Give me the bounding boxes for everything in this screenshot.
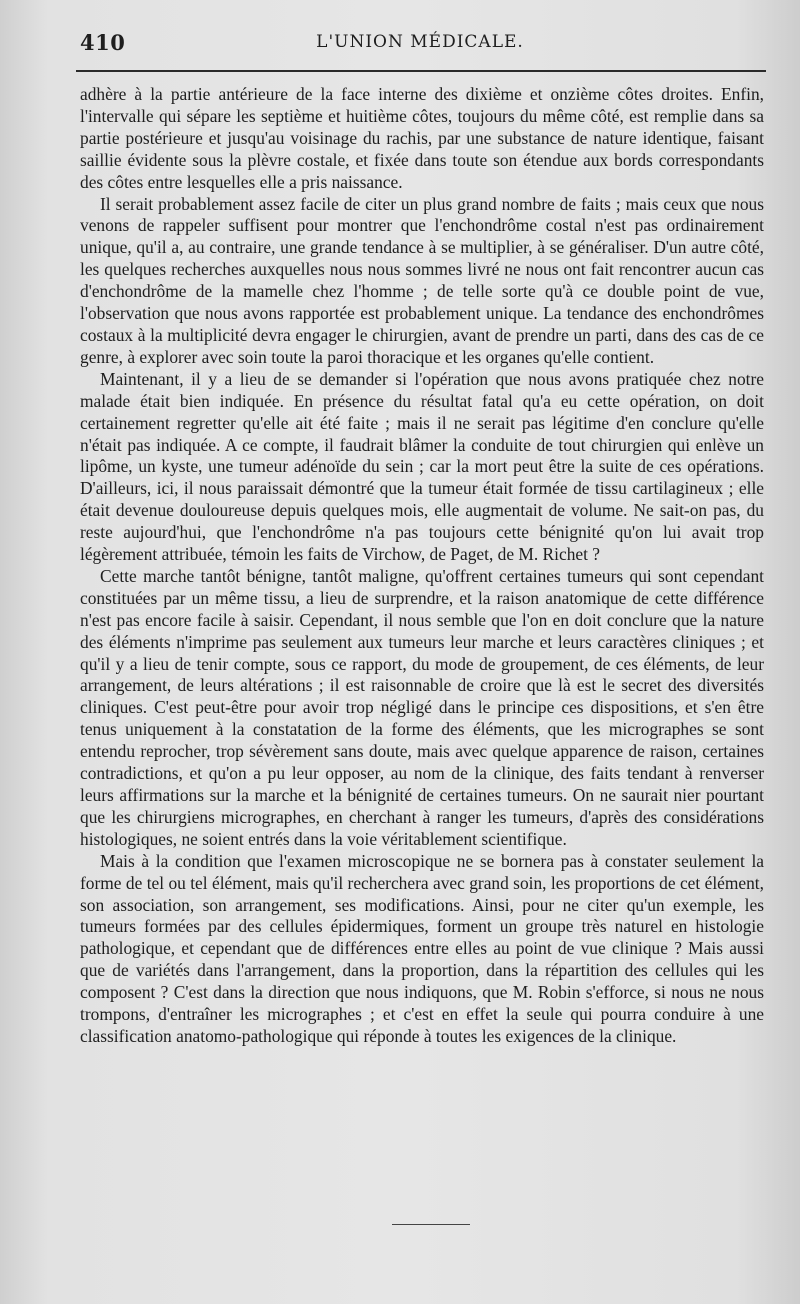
paragraph-3: Maintenant, il y a lieu de se demander si l'opération que nous avons pratiquée chez notre malade était bien indiquée. En présence du résultat fatal qu'a eu cette opération, on doit certainement regretter qu'elle ait été faite ; mais il ne serait pas légitime d'en conclure qu'elle n'était pas indiquée. A ce compte, il faudrait blâmer la conduite de tout chirurgien qui enlève un lipôme, un kyste, une tumeur adénoïde du sein ; car la mort peut être la suite de ces opérations. D'ailleurs, ici, il nous paraissait démontré que la tumeur était formée de tissu cartilagineux ; elle était devenue douloureuse depuis quelques mois, elle augmentait de volume. Ne sait-on pas, du reste aujourd'hui, que l'enchondrôme n'a pas toujours cette bénignité qu'on lui avait trop légèrement attribuée, témoin les faits de Virchow, de Paget, de M. Richet ? <box>80 368 764 565</box>
page-header <box>80 30 760 62</box>
header-rule <box>76 70 766 72</box>
paragraph-4: Cette marche tantôt bénigne, tantôt maligne, qu'offrent certaines tumeurs qui sont cependant constituées par un même tissu, a lieu de surprendre, et la raison anatomique de cette différence n'est pas encore facile à saisir. Cependant, il nous semble que l'on en doit conclure que la nature des éléments n'imprime pas seulement aux tumeurs leur marche et leurs caractères cliniques ; et qu'il y a lieu de tenir compte, sous ce rapport, du mode de groupement, de ces éléments, de leur arrangement, de leurs altérations ; il est raisonnable de croire que là est le secret des diversités cliniques. C'est peut-être pour avoir trop négligé dans le principe ces dispositions, et s'en être tenus uniquement à la constatation de la forme des éléments, que les micrographes se sont entendu reprocher, trop sévèrement sans doute, mais avec quelque apparence de raison, certaines contradictions, et qu'on a pu leur opposer, au nom de la clinique, des faits tendant à renverser leurs affirmations sur la marche et la bénignité de certaines tumeurs. On ne saurait nier pourtant que les chirurgiens micrographes, en cherchant à ranger les tumeurs, d'après des considérations histologiques, ne soient entrés dans la voie véritablement scientifique. <box>80 565 764 849</box>
paragraph-5: Mais à la condition que l'examen microscopique ne se bornera pas à constater seulement la forme de tel ou tel élément, mais qu'il recherchera avec grand soin, les proportions de cet élément, son association, son arrangement, ses modifications. Ainsi, pour ne citer qu'un exemple, les tumeurs formées par des cellules épidermiques, forment un groupe très naturel en histologie pathologique, et cependant que de différences entre elles au point de vue clinique ? Mais aussi que de variétés dans l'arrangement, dans la proportion, dans la répartition des cellules qui les composent ? C'est dans la direction que nous indiquons, que M. Robin s'efforce, si nous ne nous trompons, d'entraîner les micrographes ; et c'est en effet la seule qui pourra conduire à une classification anatomo-pathologique qui réponde à toutes les exigences de la clinique. <box>80 850 764 1046</box>
paragraph-2: Il serait probablement assez facile de citer un plus grand nombre de faits ; mais ceux que nous venons de rappeler suffisent pour montrer que l'enchondrôme costal n'est pas ordinairement unique, qu'il a, au contraire, une grande tendance à se multiplier, à se généraliser. D'un autre côté, les quelques recherches auxquelles nous nous sommes livré ne nous ont fait rencontrer aucun cas d'enchondrôme de la mamelle chez l'homme ; de telle sorte qu'à ce double point de vue, l'observation que nous avons rapportée est probablement unique. La tendance des enchondrômes costaux à la multiplicité devra engager le chirurgien, avant de prendre un parti, dans des cas de ce genre, à explorer avec soin toute la paroi thoracique et les organes qu'elle contient. <box>80 193 764 367</box>
footer-rule <box>392 1224 470 1225</box>
article-body <box>80 84 764 1048</box>
paragraph-1: adhère à la partie antérieure de la face interne des dixième et onzième côtes droites. Enfin, l'intervalle qui sépare les septième et huitième côtes, toujours du même côté, est remplie dans sa partie postérieure et jusqu'au voisinage du rachis, par une substance de nature identique, faisant saillie évidente sous la plèvre costale, et fixée dans toute son étendue aux bords correspondants des côtes entre lesquelles elle a pris naissance. <box>80 84 764 192</box>
page-number: 410 <box>80 30 126 55</box>
running-title: L'UNION MÉDICALE. <box>316 32 524 52</box>
